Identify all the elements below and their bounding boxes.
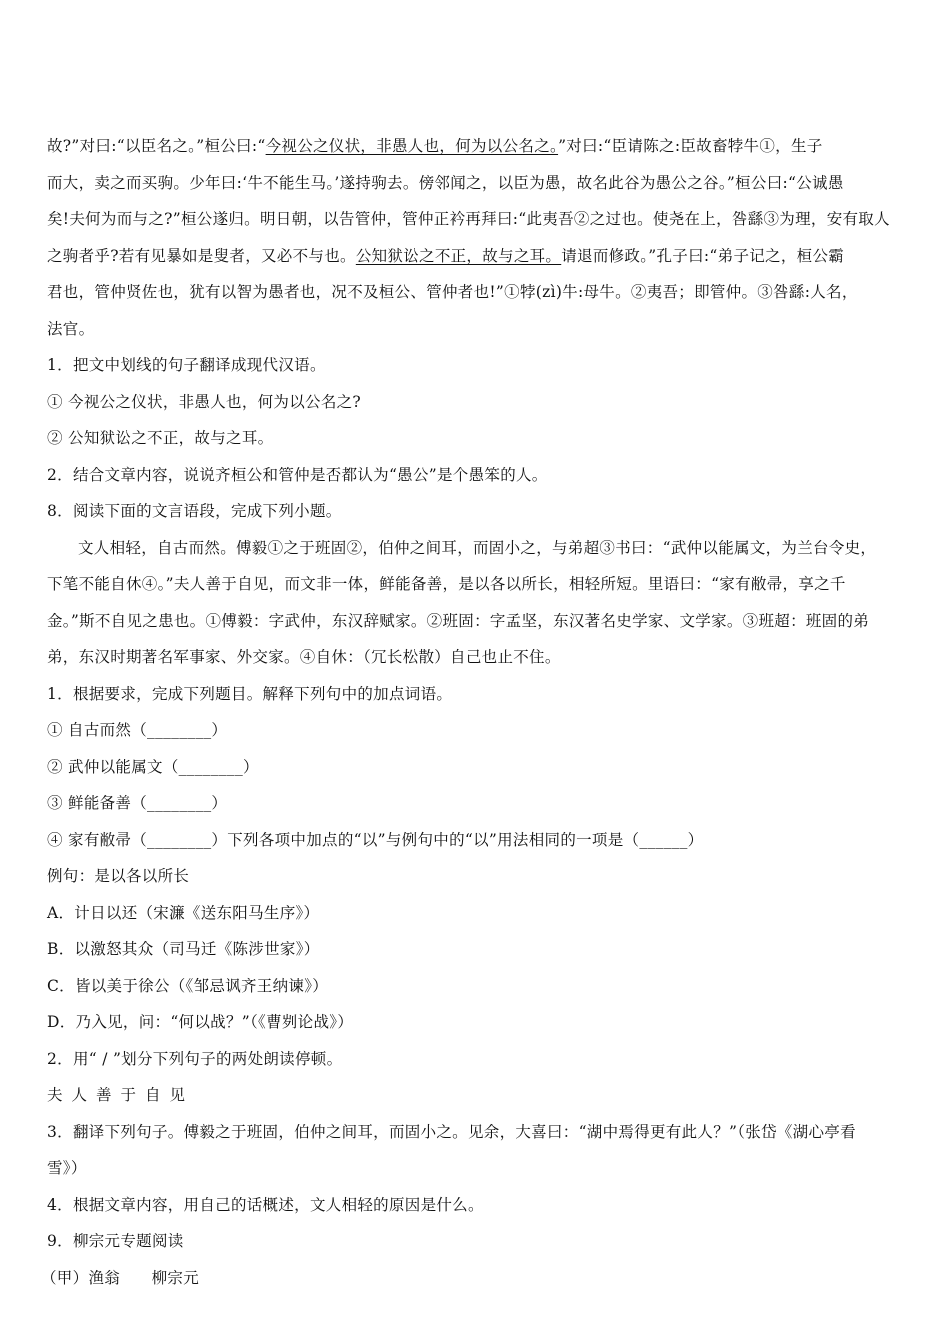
text-segment: 故?”对曰:“以臣名之。”桓公曰:“ [47, 137, 266, 155]
question-8-2: 2．用“ / ”划分下列句子的两处朗读停顿。 [47, 1049, 343, 1068]
poem-heading: （甲）渔翁 柳宗元 [41, 1268, 200, 1287]
pause-sentence: 夫人善于自见 [47, 1086, 195, 1104]
underlined-sentence: 今视公之仪状，非愚人也，何为以公名之。 [265, 137, 559, 155]
option-b: B．以激怒其众（司马迁《陈涉世家》） [47, 940, 320, 958]
passage-line: 矣!夫何为而与之?”桓公遂归。明日朝，以告管仲，管仲正衿再拜曰:“此夷吾②之过也。使尧在上，咎繇③为理，安有取人 [47, 210, 890, 228]
question-8-3: 3．翻译下列句子。傅毅之于班固，伯仲之间耳，而固小之。见余，大喜曰：“湖中焉得更有此人？”（张岱《湖心亭看 [47, 1122, 856, 1141]
passage-line: 而大，卖之而买驹。少年曰:‘牛不能生马。’遂持驹去。傍邻闻之，以臣为愚，故名此谷为愚公之谷。”桓公曰:“公诚愚 [47, 173, 844, 192]
question-8-1-item: ① 自古而然（________） [47, 721, 228, 739]
question-7-1: 1．把文中划线的句子翻译成现代汉语。 [47, 356, 326, 374]
question-8-3-cont: 雪》） [47, 1159, 87, 1177]
passage-line: 下笔不能自休④。”夫人善于自见，而文非一体，鲜能备善，是以各以所长，相轻所短。里语曰：“家有敝帚，享之千 [47, 575, 846, 593]
text-segment: ”对曰:“臣请陈之:臣故畜㹀牛①，生子 [558, 137, 823, 155]
passage-line: 弟，东汉时期著名军事家、外交家。④自休：（冗长松散）自己也止不住。 [47, 648, 561, 666]
document-page [41, 128, 907, 1296]
underlined-sentence: 公知狱讼之不正，故与之耳。 [355, 246, 562, 265]
passage-line: 法官。 [47, 319, 95, 338]
passage-line: 君也，管仲贤佐也，犹有以智为愚者也，况不及桓公、管仲者也!”①㹀(zì)牛:母牛。②夷吾；即管仲。③咎繇:人名， [47, 283, 858, 301]
question-8-1: 1．根据要求，完成下列题目。解释下列句中的加点词语。 [47, 684, 453, 703]
question-7-2: 2．结合文章内容，说说齐桓公和管仲是否都认为“愚公”是个愚笨的人。 [47, 465, 548, 484]
option-a: A．计日以还（宋濂《送东阳马生序》） [47, 903, 320, 922]
text-segment: 请退而修政。”孔子曰:“弟子记之，桓公霸 [561, 246, 845, 265]
passage-line: 金。”斯不自见之患也。①傅毅：字武仲，东汉辞赋家。②班固：字孟坚，东汉著名史学家、文学家。③班超：班固的弟 [47, 611, 870, 630]
example-sentence: 例句：是以各以所长 [47, 867, 190, 885]
text-segment: 之驹者乎?若有见暴如是叟者，又必不与也。 [47, 246, 356, 265]
question-8-title: 8．阅读下面的文言语段，完成下列小题。 [47, 502, 342, 520]
question-8-4: 4．根据文章内容，用自己的话概述，文人相轻的原因是什么。 [47, 1195, 484, 1214]
question-8-1-item: ③ 鲜能备善（________） [47, 794, 228, 812]
option-d: D．乃入见，问：“何以战？”（《曹刿论战》） [47, 1013, 354, 1031]
question-7-1b: ② 公知狱讼之不正，故与之耳。 [47, 429, 274, 447]
question-8-1-item: ② 武仲以能属文（________） [47, 757, 259, 776]
passage-line [47, 128, 907, 165]
option-c: C．皆以美于徐公（《邹忌讽齐王纳谏》） [47, 976, 329, 995]
question-9-title: 9．柳宗元专题阅读 [47, 1232, 184, 1250]
question-7-1a: ① 今视公之仪状，非愚人也，何为以公名之? [47, 392, 362, 411]
question-8-1-item: ④ 家有敝帚（________）下列各项中加点的“以”与例句中的“以”用法相同的一项是（______） [47, 830, 704, 849]
passage-line [47, 238, 907, 275]
passage-line: 文人相轻，自古而然。傅毅①之于班固②，伯仲之间耳，而固小之，与弟超③书曰：“武仲以能属文，为兰台令史， [78, 538, 877, 557]
